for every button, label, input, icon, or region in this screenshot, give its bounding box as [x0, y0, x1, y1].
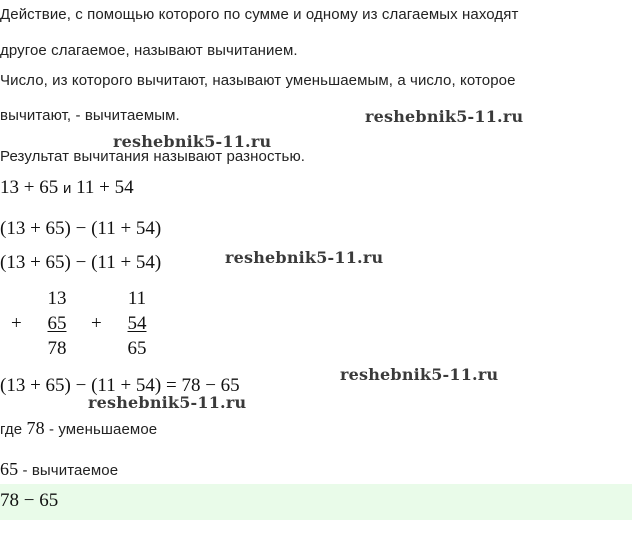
minuend-note	[0, 418, 157, 439]
column-1-top: 13	[47, 288, 67, 309]
watermark: reshebnik5-11.ru	[113, 132, 272, 151]
watermark: reshebnik5-11.ru	[340, 365, 499, 384]
equation: (13 + 65) − (11 + 54) = 78 − 65	[0, 375, 240, 396]
watermark: reshebnik5-11.ru	[88, 393, 247, 412]
where-word: где	[0, 421, 23, 438]
definition-line-3: Число, из которого вычитают, называют уменьшаемым, а число, которое	[0, 72, 516, 89]
sum-a: 13 + 65	[0, 177, 59, 198]
subtrahend-value: 65	[0, 459, 19, 479]
definition-line-4: вычитают, - вычитаемым.	[0, 107, 180, 124]
sums-line	[0, 177, 134, 199]
answer: 78 − 65	[0, 490, 59, 511]
and-word: и	[62, 180, 72, 197]
minuend-value: 78	[26, 418, 45, 438]
column-2-result: 65	[127, 338, 147, 359]
expression-1: (13 + 65) − (11 + 54)	[0, 218, 162, 239]
column-addition-1	[40, 286, 74, 361]
column-2-plus-sign: +	[91, 313, 102, 334]
column-addition-2	[120, 286, 154, 361]
subtrahend-label: - вычитаемое	[22, 462, 119, 479]
column-2-top: 11	[127, 288, 147, 309]
subtrahend-note	[0, 459, 118, 480]
minuend-label: - уменьшаемое	[48, 421, 158, 438]
expression-2: (13 + 65) − (11 + 54)	[0, 252, 162, 273]
watermark: reshebnik5-11.ru	[365, 107, 524, 126]
column-2-middle: 54	[127, 313, 147, 334]
sum-b: 11 + 54	[76, 177, 134, 198]
definition-line-5: Результат вычитания называют разностью.	[0, 148, 306, 165]
column-1-result: 78	[47, 338, 67, 359]
answer-box	[0, 484, 632, 520]
definition-line-1: Действие, с помощью которого по сумме и одному из слагаемых находят	[0, 6, 519, 23]
column-1-plus-sign: +	[11, 313, 22, 334]
column-1-middle: 65	[47, 313, 67, 334]
definition-line-2: другое слагаемое, называют вычитанием.	[0, 42, 298, 59]
watermark: reshebnik5-11.ru	[225, 248, 384, 267]
